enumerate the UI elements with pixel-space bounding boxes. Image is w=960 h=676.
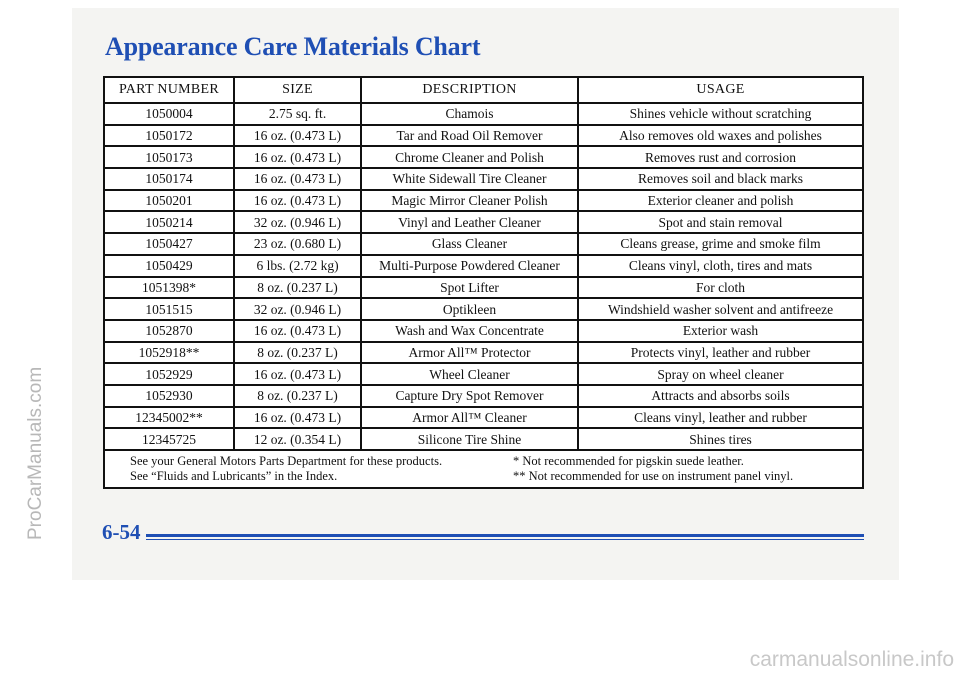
cell-part-number: 1051515 (105, 298, 234, 320)
table-row (105, 385, 862, 407)
cell-size: 12 oz. (0.354 L) (234, 428, 361, 450)
page-title: Appearance Care Materials Chart (105, 32, 481, 61)
cell-description: Multi-Purpose Powdered Cleaner (361, 255, 578, 277)
cell-size: 16 oz. (0.473 L) (234, 146, 361, 168)
cell-part-number: 1050004 (105, 103, 234, 125)
bottom-watermark: carmanualsonline.info (749, 648, 954, 671)
cell-usage: Spray on wheel cleaner (578, 363, 862, 385)
cell-part-number: 1050427 (105, 233, 234, 255)
table-row (105, 428, 862, 450)
footnote-single-asterisk: * Not recommended for pigskin suede leather. (513, 454, 744, 468)
cell-usage: Cleans grease, grime and smoke film (578, 233, 862, 255)
cell-usage: Cleans vinyl, cloth, tires and mats (578, 255, 862, 277)
cell-description: Glass Cleaner (361, 233, 578, 255)
table-row (105, 363, 862, 385)
cell-part-number: 1052870 (105, 320, 234, 342)
table-row (105, 146, 862, 168)
cell-description: Magic Mirror Cleaner Polish (361, 190, 578, 212)
column-header-part-number: PART NUMBER (105, 78, 234, 103)
table-row (105, 407, 862, 429)
care-materials-table (103, 76, 864, 489)
cell-description: Chrome Cleaner and Polish (361, 146, 578, 168)
cell-part-number: 12345002** (105, 407, 234, 429)
cell-size: 8 oz. (0.237 L) (234, 277, 361, 299)
cell-description: Vinyl and Leather Cleaner (361, 211, 578, 233)
cell-description: Optikleen (361, 298, 578, 320)
table-row (105, 190, 862, 212)
footnote-double-asterisk: ** Not recommended for use on instrument panel vinyl. (513, 469, 794, 483)
cell-size: 8 oz. (0.237 L) (234, 342, 361, 364)
table-body (105, 103, 862, 450)
cell-size: 16 oz. (0.473 L) (234, 363, 361, 385)
table-row (105, 342, 862, 364)
cell-size: 32 oz. (0.946 L) (234, 298, 361, 320)
cell-usage: Spot and stain removal (578, 211, 862, 233)
cell-usage: Cleans vinyl, leather and rubber (578, 407, 862, 429)
cell-usage: Windshield washer solvent and antifreeze (578, 298, 862, 320)
cell-description: Wheel Cleaner (361, 363, 578, 385)
cell-size: 16 oz. (0.473 L) (234, 190, 361, 212)
note-fluids-index: See “Fluids and Lubricants” in the Index. (130, 469, 338, 483)
cell-usage: Shines tires (578, 428, 862, 450)
cell-description: White Sidewall Tire Cleaner (361, 168, 578, 190)
cell-part-number: 1050201 (105, 190, 234, 212)
cell-usage: Exterior wash (578, 320, 862, 342)
cell-size: 16 oz. (0.473 L) (234, 168, 361, 190)
cell-description: Chamois (361, 103, 578, 125)
header-row (105, 78, 862, 103)
cell-part-number: 1050173 (105, 146, 234, 168)
cell-part-number: 12345725 (105, 428, 234, 450)
side-watermark: ProCarManuals.com (25, 366, 46, 540)
cell-usage: For cloth (578, 277, 862, 299)
cell-description: Armor All™ Cleaner (361, 407, 578, 429)
cell-usage: Protects vinyl, leather and rubber (578, 342, 862, 364)
cell-description: Armor All™ Protector (361, 342, 578, 364)
cell-usage: Shines vehicle without scratching (578, 103, 862, 125)
cell-size: 16 oz. (0.473 L) (234, 407, 361, 429)
cell-description: Capture Dry Spot Remover (361, 385, 578, 407)
table-notes (105, 451, 862, 487)
cell-usage: Removes soil and black marks (578, 168, 862, 190)
cell-size: 16 oz. (0.473 L) (234, 125, 361, 147)
cell-size: 16 oz. (0.473 L) (234, 320, 361, 342)
page-number: 6-54 (102, 520, 141, 544)
column-header-usage: USAGE (578, 78, 862, 103)
table-row (105, 103, 862, 125)
cell-size: 23 oz. (0.680 L) (234, 233, 361, 255)
table-row (105, 277, 862, 299)
table-row (105, 211, 862, 233)
cell-usage: Exterior cleaner and polish (578, 190, 862, 212)
cell-part-number: 1050429 (105, 255, 234, 277)
footer-rule-thin (146, 539, 864, 540)
column-header-description: DESCRIPTION (361, 78, 578, 103)
cell-size: 8 oz. (0.237 L) (234, 385, 361, 407)
cell-description: Spot Lifter (361, 277, 578, 299)
column-header-size: SIZE (234, 78, 361, 103)
footer-rule-thick (146, 534, 864, 537)
table-row (105, 168, 862, 190)
cell-usage: Also removes old waxes and polishes (578, 125, 862, 147)
cell-part-number: 1052918** (105, 342, 234, 364)
cell-part-number: 1050174 (105, 168, 234, 190)
cell-part-number: 1052930 (105, 385, 234, 407)
cell-usage: Removes rust and corrosion (578, 146, 862, 168)
cell-description: Wash and Wax Concentrate (361, 320, 578, 342)
table-row (105, 298, 862, 320)
cell-part-number: 1050172 (105, 125, 234, 147)
table-row (105, 233, 862, 255)
cell-description: Tar and Road Oil Remover (361, 125, 578, 147)
table-row (105, 125, 862, 147)
cell-size: 6 lbs. (2.72 kg) (234, 255, 361, 277)
cell-size: 32 oz. (0.946 L) (234, 211, 361, 233)
cell-description: Silicone Tire Shine (361, 428, 578, 450)
cell-part-number: 1050214 (105, 211, 234, 233)
table-row (105, 255, 862, 277)
cell-part-number: 1052929 (105, 363, 234, 385)
cell-size: 2.75 sq. ft. (234, 103, 361, 125)
data-table (105, 78, 862, 451)
cell-usage: Attracts and absorbs soils (578, 385, 862, 407)
table-row (105, 320, 862, 342)
cell-part-number: 1051398* (105, 277, 234, 299)
note-parts-department: See your General Motors Parts Department for these products. (130, 454, 443, 468)
